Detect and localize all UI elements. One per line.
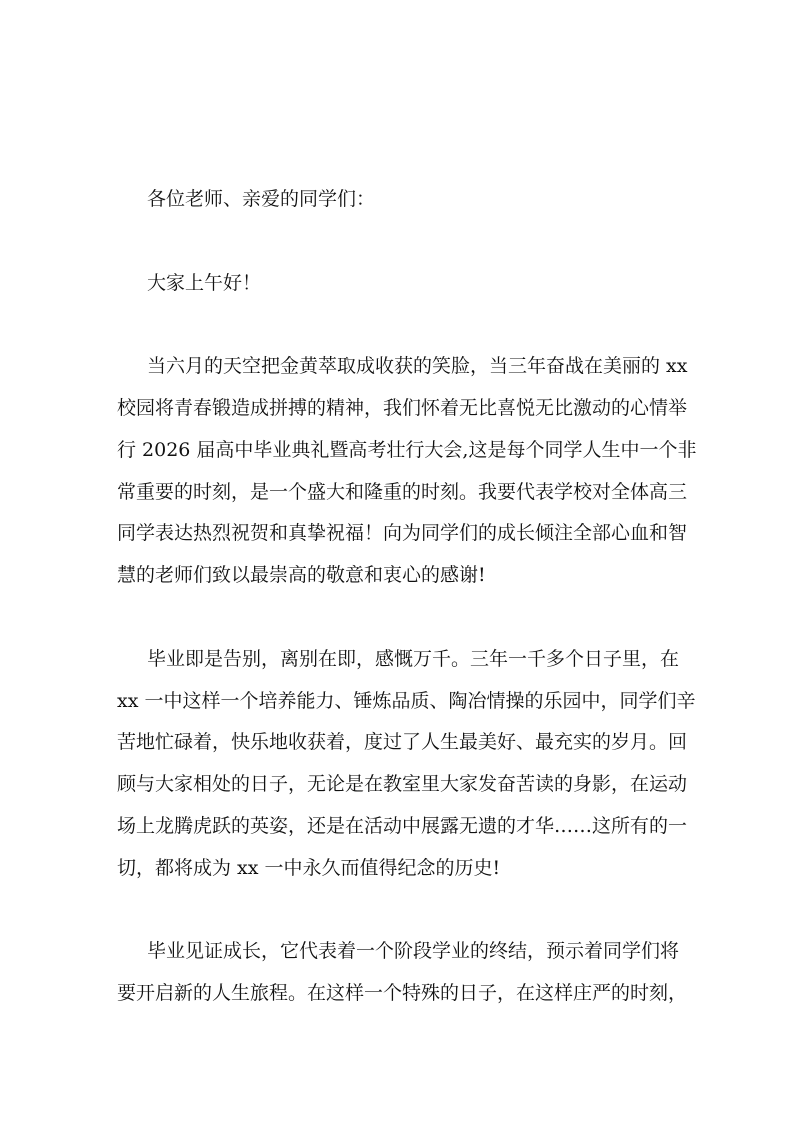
text-line: 当六月的天空把金黄萃取成收获的笑脸，当三年奋战在美丽的 xx xyxy=(147,355,688,378)
text-line: 毕业见证成长，它代表着一个阶段学业的终结，预示着同学们将 xyxy=(147,940,680,963)
paragraph-2 xyxy=(117,639,696,890)
salutation: 各位老师、亲爱的同学们： xyxy=(147,188,376,210)
greeting-paragraph xyxy=(117,263,677,305)
document-body xyxy=(117,179,697,1057)
text-line: 校园将青春锻造成拼搏的精神，我们怀着无比喜悦无比激动的心情举 xyxy=(117,396,688,419)
text-line: 切，都将成为 xx 一中永久而值得纪念的历史! xyxy=(117,856,501,879)
text-line: 场上龙腾虎跃的英姿，还是在活动中展露无遗的才华……这所有的一 xyxy=(117,814,688,837)
greeting: 大家上午好！ xyxy=(147,271,262,294)
salutation-paragraph xyxy=(117,179,677,221)
text-line: 苦地忙碌着，快乐地收获着，度过了人生最美好、最充实的岁月。回 xyxy=(117,731,688,754)
text-line: 毕业即是告别，离别在即，感慨万千。三年一千多个日子里，在 xyxy=(147,647,680,670)
text-line: 慧的老师们致以最崇高的敬意和衷心的感谢! xyxy=(117,564,486,587)
paragraph-1 xyxy=(117,346,697,597)
paragraph-3 xyxy=(117,931,688,1015)
text-line: 顾与大家相处的日子，无论是在教室里大家发奋苦读的身影，在运动 xyxy=(117,773,688,796)
text-line: 行 2026 届高中毕业典礼暨高考壮行大会,这是每个同学人生中一个非 xyxy=(117,438,697,461)
text-line: 常重要的时刻，是一个盛大和隆重的时刻。我要代表学校对全体高三 xyxy=(117,480,688,503)
text-line: 同学表达热烈祝贺和真挚祝福！向为同学们的成长倾注全部心血和智 xyxy=(117,522,688,545)
text-line: 要开启新的人生旅程。在这样一个特殊的日子，在这样庄严的时刻， xyxy=(117,982,688,1005)
text-line: xx 一中这样一个培养能力、锤炼品质、陶冶情操的乐园中，同学们辛 xyxy=(117,689,696,712)
